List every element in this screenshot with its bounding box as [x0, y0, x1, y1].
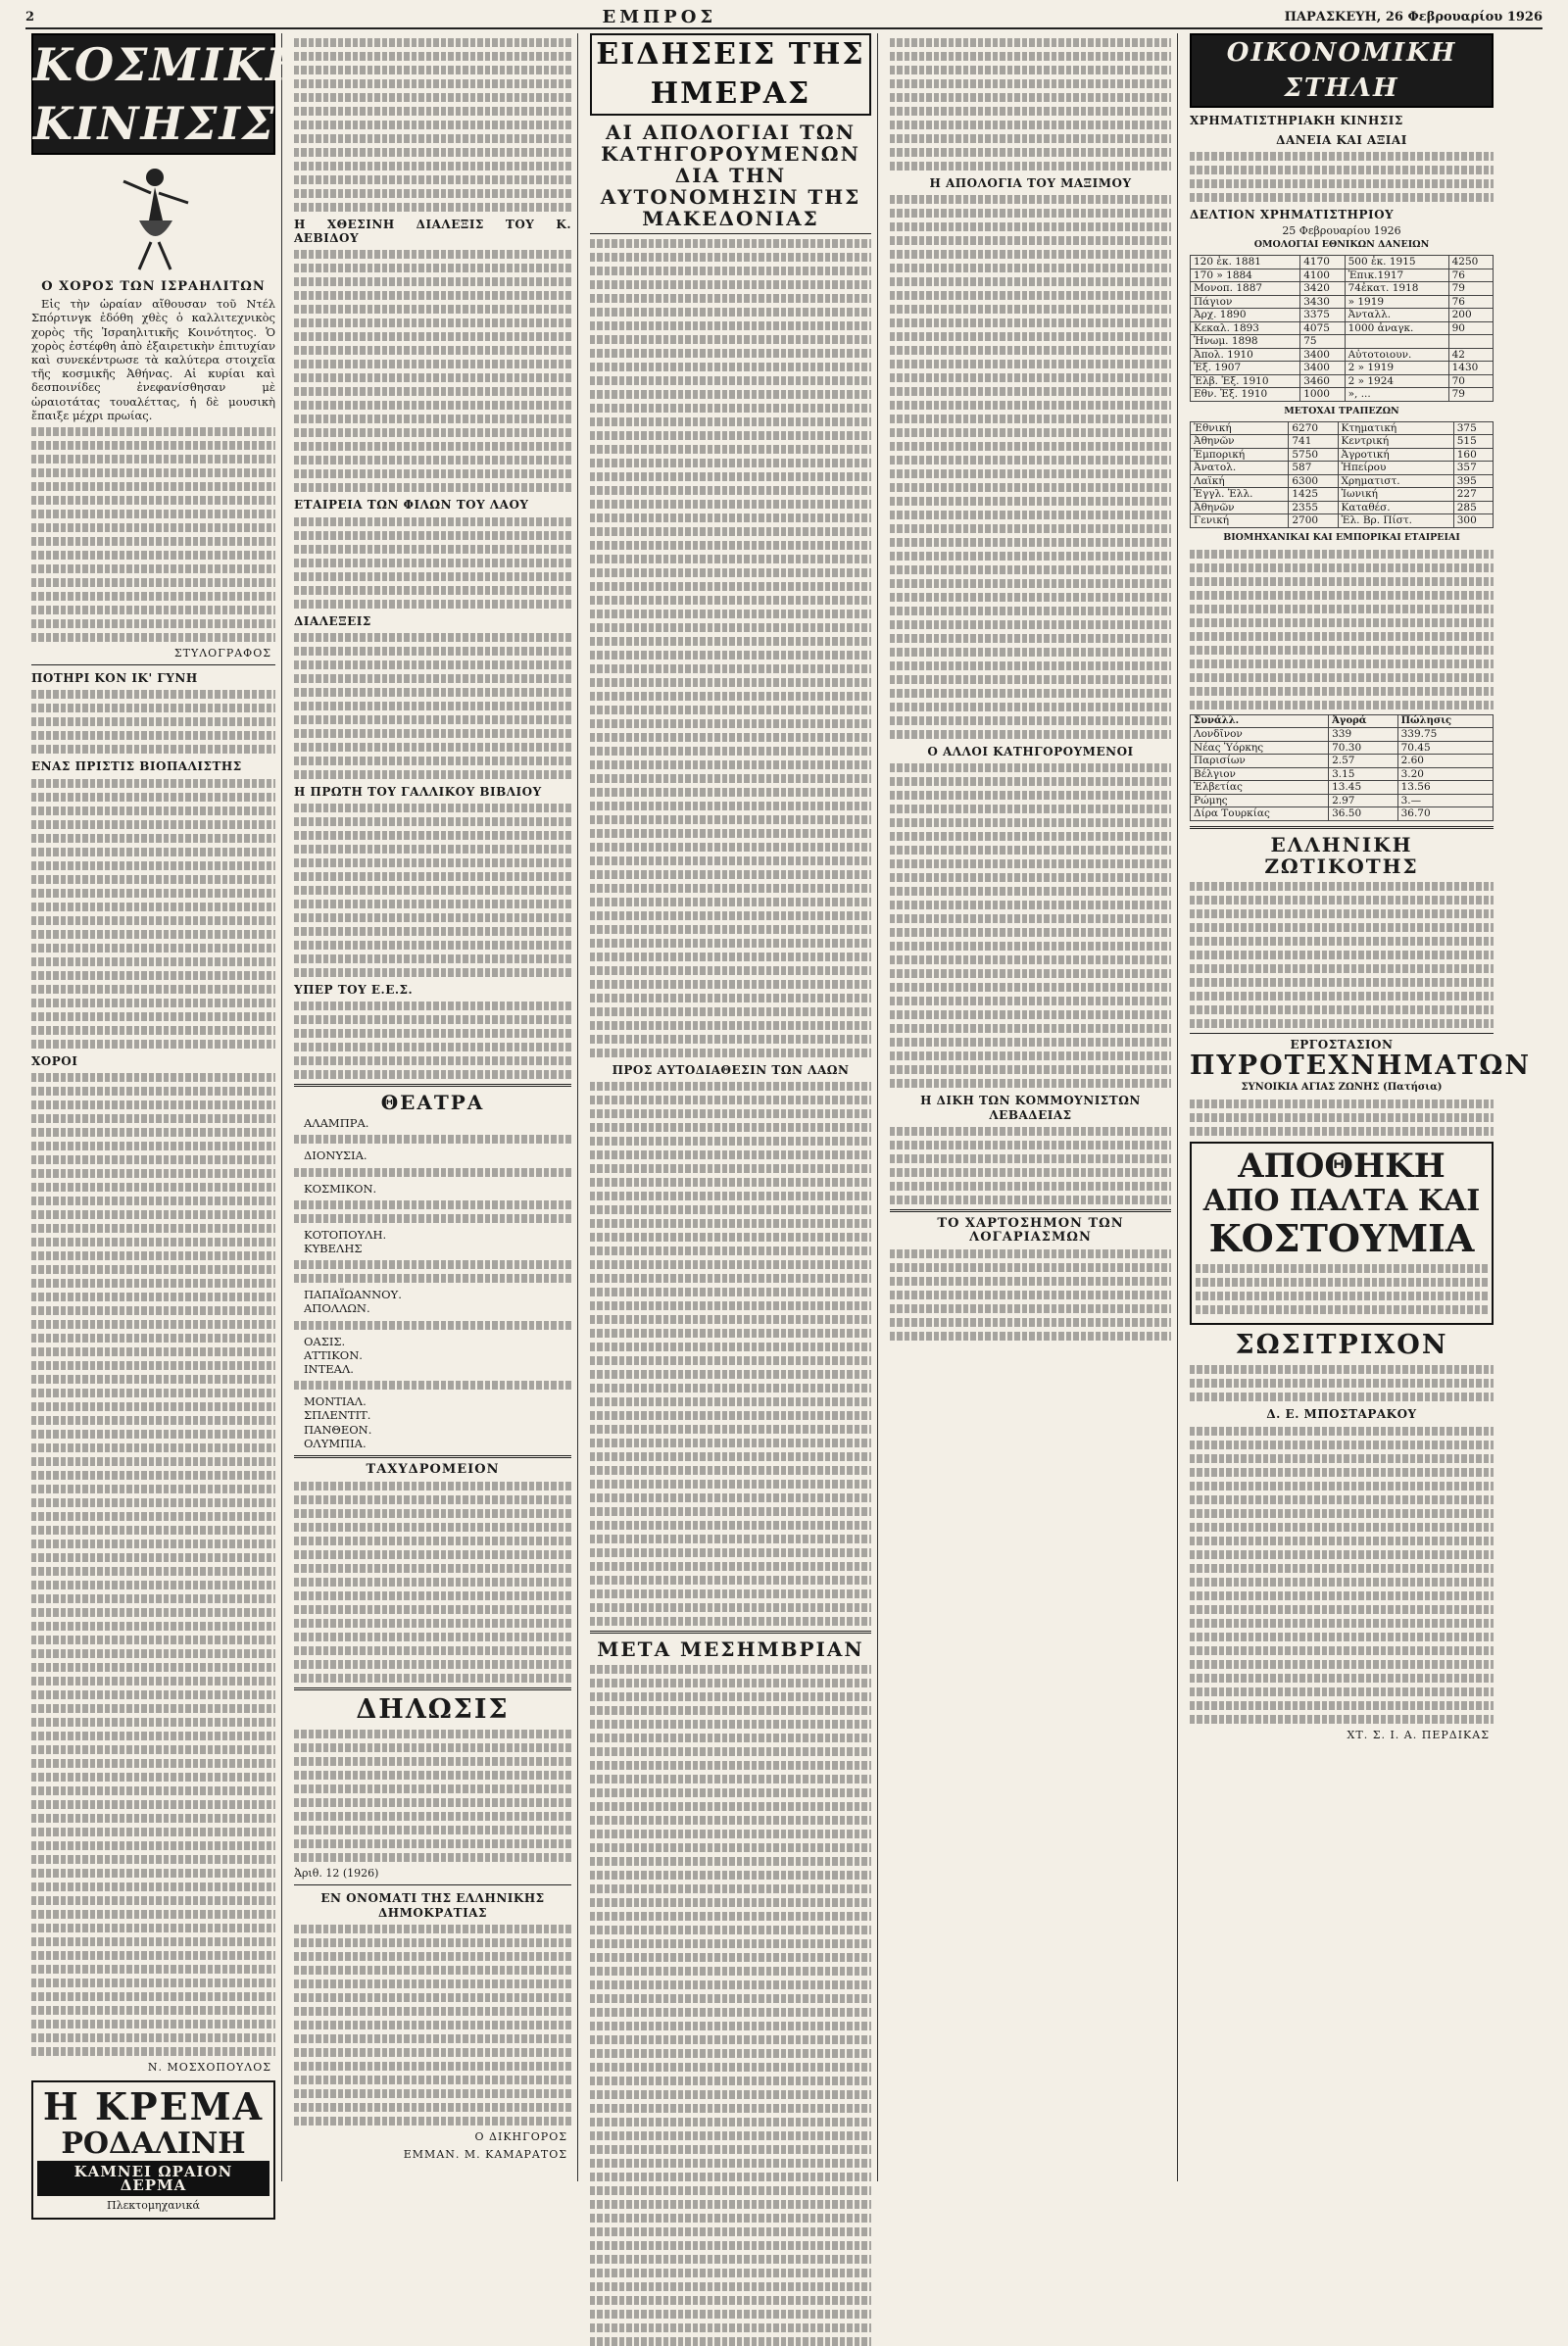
table-cell: Αὐτοτοιουν.	[1345, 348, 1448, 362]
table-cell: 6300	[1289, 474, 1338, 488]
table-cell: 160	[1453, 448, 1493, 462]
ad-line: ΑΠΟ ΠΑΛΤΑ ΚΑΙ	[1202, 1184, 1481, 1219]
table-cell: 515	[1453, 435, 1493, 449]
table-cell: 339	[1329, 728, 1398, 742]
declarations-heading: ΔΗΛΩΣΙΣ	[356, 1694, 510, 1726]
table-cell: 500 ἐκ. 1915	[1345, 256, 1448, 269]
notice-signature: ΕΜΜΑΝ. Μ. ΚΑΜΑΡΑΤΟΣ	[403, 2148, 567, 2162]
table-cell: 1000	[1300, 388, 1345, 402]
table-row	[1191, 462, 1494, 475]
ad-line: ΚΟΣΤΟΥΜΙΑ	[1208, 1216, 1475, 1261]
paper-name: ΕΜΠΡΟΣ	[602, 6, 717, 27]
column-events	[288, 33, 578, 2181]
theater-item: ΟΑΣΙΣ.	[304, 1334, 346, 1348]
article-title: ΕΤΑΙΡΕΙΑ ΤΩΝ ΦΙΛΩΝ ΤΟΥ ΛΑΟΥ	[294, 498, 529, 513]
article-title: ΠΟΤΗΡΙ ΚΟΝ ΙΚ' ΓΥΝΗ	[31, 671, 198, 686]
theater-item: ΠΑΝΘΕΟΝ.	[304, 1422, 372, 1437]
table-cell: Ἐθνική	[1191, 421, 1289, 435]
theater-item: ΟΛΥΜΠΙΑ.	[304, 1436, 367, 1450]
table-cell: Λαϊκή	[1191, 474, 1289, 488]
article-title: Η ΑΠΟΛΟΓΙΑ ΤΟΥ ΜΑΞΙΜΟΥ	[929, 176, 1132, 190]
table-cell: 2355	[1289, 501, 1338, 514]
table-cell: 3460	[1300, 374, 1345, 388]
table-cell: 4075	[1300, 321, 1345, 335]
notice-signature: ΧΤ. Σ. Ι. Α. ΠΕΡΔΙΚΑΣ	[1347, 1728, 1490, 1741]
table-row	[1191, 282, 1494, 296]
table-cell: Ἀγροτική	[1338, 448, 1453, 462]
ad-line: ΑΠΟΘΗΚΗ	[1238, 1147, 1446, 1187]
theaters-heading: ΘΕΑΤΡΑ	[380, 1091, 485, 1115]
table-cell: 120 ἐκ. 1881	[1191, 256, 1300, 269]
column-header: Ἀγορά	[1329, 714, 1398, 728]
theater-item: ΚΥΒΕΛΗΣ	[304, 1242, 363, 1256]
table-cell: 170 » 1884	[1191, 269, 1300, 282]
theater-item: ΔΙΟΝΥΣΙΑ.	[304, 1149, 368, 1163]
table-cell: 3.20	[1397, 767, 1493, 781]
society-banner: ΚΟΣΜΙΚΗ ΚΙΝΗΣΙΣ	[31, 33, 275, 155]
table-cell: 2.57	[1329, 755, 1398, 768]
table-cell: Ἀρχ. 1890	[1191, 309, 1300, 322]
currency-table	[1190, 714, 1494, 821]
column-society	[25, 33, 311, 2213]
table-cell: Μονοπ. 1887	[1191, 282, 1300, 296]
table-cell: Ἐγγλ. Ἐλλ.	[1191, 488, 1289, 502]
table-cell: Βέλγιον	[1191, 767, 1329, 781]
table-cell: 36.70	[1397, 807, 1493, 821]
table-cell: 76	[1448, 269, 1493, 282]
ad-footer: Πλεκτομηχανικά	[107, 2199, 200, 2213]
table-cell: 4170	[1300, 256, 1345, 269]
table-row	[1191, 321, 1494, 335]
table-cell: 285	[1453, 501, 1493, 514]
table-row	[1191, 362, 1494, 375]
bulletin-date: 25 Φεβρουαρίου 1926	[1282, 223, 1401, 237]
column-header: Συνάλλ.	[1191, 714, 1329, 728]
table-row	[1191, 269, 1494, 282]
table-cell	[1345, 335, 1448, 349]
page-number: 2	[25, 9, 35, 24]
table-cell: 3400	[1300, 362, 1345, 375]
table-cell: 13.45	[1329, 781, 1398, 795]
table-row	[1191, 295, 1494, 309]
table-caption: ΟΜΟΛΟΓΙΑΙ ΕΘΝΙΚΩΝ ΔΑΝΕΙΩΝ	[1253, 238, 1430, 250]
table-cell: Ἐξ. 1907	[1191, 362, 1300, 375]
table-cell: 70	[1448, 374, 1493, 388]
post-office-heading: ΤΑΧΥΔΡΟΜΕΙΟΝ	[366, 1462, 500, 1478]
notice-reference: Ἀριθ. 12 (1926)	[294, 1867, 379, 1881]
table-cell: 79	[1448, 388, 1493, 402]
table-cell: Παρισίων	[1191, 755, 1329, 768]
loans-table	[1190, 255, 1494, 402]
ad-title: ΠΥΡΟΤΕΧΝΗΜΑΤΩΝ	[1190, 1051, 1532, 1082]
table-cell: Καταθέσ.	[1338, 501, 1453, 514]
bulletin-title: ΔΕΛΤΙΟΝ ΧΡΗΜΑΤΙΣΤΗΡΙΟΥ	[1190, 208, 1395, 222]
column-economy	[1184, 33, 1532, 2181]
table-row	[1191, 374, 1494, 388]
table-cell: 3.—	[1397, 794, 1493, 807]
theater-item: ΑΛΑΜΠΡΑ.	[304, 1116, 369, 1131]
table-row	[1191, 755, 1494, 768]
table-cell: Νέας Ὑόρκης	[1191, 741, 1329, 755]
theater-item: ΑΠΟΛΛΩΝ.	[304, 1301, 370, 1316]
ad-title: ΣΩΣΙΤΡΙΧΟΝ	[1235, 1330, 1448, 1361]
table-cell: 339.75	[1397, 728, 1493, 742]
table-row	[1191, 421, 1494, 435]
dancer-icon	[31, 161, 275, 276]
article-title: Ο ΑΛΛΟΙ ΚΑΤΗΓΟΡΟΥΜΕΝΟΙ	[927, 745, 1134, 759]
table-row	[1191, 741, 1494, 755]
table-cell: Κτηματική	[1338, 421, 1453, 435]
clothing-advertisement	[1190, 1142, 1494, 1325]
table-cell: Ἠπείρου	[1338, 462, 1453, 475]
column-news-2	[884, 33, 1178, 2181]
table-row	[1191, 794, 1494, 807]
table-row	[1191, 348, 1494, 362]
table-cell: 741	[1289, 435, 1338, 449]
theater-item: ΜΟΝΤΙΑΛ.	[304, 1394, 367, 1409]
table-cell: Πάγιον	[1191, 295, 1300, 309]
notice-signature: Ο ΔΙΚΗΓΟΡΟΣ	[474, 2129, 567, 2143]
table-cell: 42	[1448, 348, 1493, 362]
column-news	[584, 33, 878, 2181]
economy-banner: ΟΙΚΟΝΟΜΙΚΗ ΣΤΗΛΗ	[1190, 33, 1494, 108]
theater-item: ΑΤΤΙΚΟΝ.	[304, 1347, 363, 1362]
article-title: Η ΔΙΚΗ ΤΩΝ ΚΟΜΜΟΥΝΙΣΤΩΝ ΛΕΒΑΔΕΙΑΣ	[920, 1094, 1141, 1122]
table-row	[1191, 781, 1494, 795]
signature: ΣΤΥΛΟΓΡΑΦΟΣ	[173, 647, 271, 660]
table-row	[1191, 335, 1494, 349]
table-row	[1191, 435, 1494, 449]
text-lines	[31, 427, 275, 642]
table-cell: 2 » 1924	[1345, 374, 1448, 388]
table-cell: Ἑλβετίας	[1191, 781, 1329, 795]
table-cell: 587	[1289, 462, 1338, 475]
table-cell: 6270	[1289, 421, 1338, 435]
table-cell: », ...	[1345, 388, 1448, 402]
table-cell: 3420	[1300, 282, 1345, 296]
table-cell: 3400	[1300, 348, 1345, 362]
article-title: ΥΠΕΡ ΤΟΥ Ε.Ε.Σ.	[294, 983, 414, 998]
theaters-list	[294, 1116, 571, 1450]
table-row	[1191, 514, 1494, 528]
table-cell: 2.97	[1329, 794, 1398, 807]
ad-small-title: ΕΡΓΟΣΤΑΣΙΟΝ	[1290, 1037, 1394, 1051]
article-title: Η ΧΘΕΣΙΝΗ ΔΙΑΛΕΞΙΣ ΤΟΥ Κ. ΑΕΒΙΔΟΥ	[294, 218, 571, 246]
table-cell: Γενική	[1191, 514, 1289, 528]
table-cell: » 1919	[1345, 295, 1448, 309]
table-cell: Ἰωνική	[1338, 488, 1453, 502]
ad-name: Δ. Ε. ΜΠΟΣΤΑΡΑΚΟΥ	[1266, 1407, 1417, 1422]
table-cell: 13.56	[1397, 781, 1493, 795]
subheading: ΔΑΝΕΙΑ ΚΑΙ ΑΞΙΑΙ	[1276, 133, 1407, 148]
subheading: ΧΡΗΜΑΤΙΣΤΗΡΙΑΚΗ ΚΙΝΗΣΙΣ	[1190, 114, 1403, 127]
table-cell: 74ἐκατ. 1918	[1345, 282, 1448, 296]
table-cell: Ἀνατολ.	[1191, 462, 1289, 475]
article-title: ΕΝΑΣ ΠΡΙΣΤΙΣ ΒΙΟΠΑΛΙΣΤΗΣ	[31, 759, 242, 774]
table-cell: 1425	[1289, 488, 1338, 502]
table-cell: 70.30	[1329, 741, 1398, 755]
table-cell: Δίρα Τουρκίας	[1191, 807, 1329, 821]
table-cell: 375	[1453, 421, 1493, 435]
table-cell: 357	[1453, 462, 1493, 475]
table-cell: Ἀνταλλ.	[1345, 309, 1448, 322]
signature: Ν. ΜΟΣΧΟΠΟΥΛΟΣ	[147, 2060, 271, 2074]
table-cell: 395	[1453, 474, 1493, 488]
article-title: ΤΟ ΧΑΡΤΟΣΗΜΟΝ ΤΩΝ ΛΟΓΑΡΙΑΣΜΩΝ	[937, 1215, 1124, 1246]
theater-item: ΣΠΛΕΝΤΙΤ.	[304, 1408, 371, 1423]
table-row	[1191, 448, 1494, 462]
table-row	[1191, 728, 1494, 742]
table-cell: Κεντρική	[1338, 435, 1453, 449]
theater-item: ΚΟΣΜΙΚΟΝ.	[304, 1181, 377, 1196]
table-row	[1191, 388, 1494, 402]
table-row	[1191, 474, 1494, 488]
table-cell: 4250	[1448, 256, 1493, 269]
table-caption: ΒΙΟΜΗΧΑΝΙΚΑΙ ΚΑΙ ΕΜΠΟΡΙΚΑΙ ΕΤΑΙΡΕΙΑΙ	[1223, 531, 1460, 543]
ad-title: ΕΛΛΗΝΙΚΗ ΖΩΤΙΚΟΤΗΣ	[1264, 832, 1419, 878]
table-cell: 1000 ἀναγκ.	[1345, 321, 1448, 335]
table-row	[1191, 256, 1494, 269]
table-row	[1191, 807, 1494, 821]
table-cell: 227	[1453, 488, 1493, 502]
column-header: Πώλησις	[1397, 714, 1493, 728]
table-cell: 5750	[1289, 448, 1338, 462]
lead-headline: ΑΙ ΑΠΟΛΟΓΙΑΙ ΤΩΝ ΚΑΤΗΓΟΡΟΥΜΕΝΩΝ ΔΙΑ ΤΗΝ ΑΥΤΟΝΟΜΗΣΙΝ ΤΗΣ ΜΑΚΕΔΟΝΙΑΣ	[600, 121, 861, 230]
masthead	[25, 6, 1543, 29]
table-row	[1191, 488, 1494, 502]
table-cell: Ἀθηνῶν	[1191, 435, 1289, 449]
table-cell: 3430	[1300, 295, 1345, 309]
table-cell: 75	[1300, 335, 1345, 349]
subheading: ΜΕΤΑ ΜΕΣΗΜΒΡΙΑΝ	[597, 1637, 864, 1662]
ad-product-name: ΡΟΔΑΛΙΝΗ	[61, 2126, 246, 2162]
table-cell: 3.15	[1329, 767, 1398, 781]
article-body: Εἰς τὴν ὡραίαν αἴθουσαν τοῦ Ντέλ Σπόρτινγκ ἐδόθη χθὲς ὁ καλλιτεχνικὸς χορὸς τῆς Ἰσραηλιτικῆς Κοινότητος. Ὁ χορὸς ἐστέφθη ἀπὸ ἐξαιρετικὴν ἐπιτυχίαν καὶ συνεκέντρωσε τὰ καλύτερα στοιχεῖα τῆς κοσμικῆς Ἀθήνας. Αἱ κυρίαι καὶ δεσποινίδες ἐνεφανίσθησαν μὲ ὡραιοτάτας τουαλέττας, ἡ δὲ μουσικὴ ἔπαιξε μέχρι πρωίας.	[31, 297, 275, 422]
table-cell: 2 » 1919	[1345, 362, 1448, 375]
table-cell: 76	[1448, 295, 1493, 309]
theater-item: ΚΟΤΟΠΟΥΛΗ.	[304, 1227, 387, 1242]
table-cell: Ἐλβ. Ἐξ. 1910	[1191, 374, 1300, 388]
table-cell: 70.45	[1397, 741, 1493, 755]
table-cell: Ρώμης	[1191, 794, 1329, 807]
table-cell: 2700	[1289, 514, 1338, 528]
news-banner: ΕΙΔΗΣΕΙΣ ΤΗΣ ΗΜΕΡΑΣ	[590, 33, 871, 116]
table-cell: Κεκαλ. 1893	[1191, 321, 1300, 335]
table-cell: 200	[1448, 309, 1493, 322]
notice-heading: ΕΝ ΟΝΟΜΑΤΙ ΤΗΣ ΕΛΛΗΝΙΚΗΣ ΔΗΜΟΚΡΑΤΙΑΣ	[320, 1891, 545, 1920]
cream-advertisement	[31, 2080, 275, 2220]
date-line: ΠΑΡΑΣΚΕΥΗ, 26 Φεβρουαρίου 1926	[1284, 9, 1543, 24]
theater-item: ΠΑΠΑΪΩΑΝΝΟΥ.	[304, 1288, 402, 1302]
table-cell: Εθν. Ἐξ. 1910	[1191, 388, 1300, 402]
table-cell: 36.50	[1329, 807, 1398, 821]
ad-title: Η ΚΡΕΜΑ	[42, 2084, 265, 2129]
article-title: ΔΙΑΛΕΞΕΙΣ	[294, 613, 371, 628]
table-row	[1191, 767, 1494, 781]
table-row	[1191, 501, 1494, 514]
table-row	[1191, 309, 1494, 322]
table-cell: Ἀπολ. 1910	[1191, 348, 1300, 362]
table-cell: 3375	[1300, 309, 1345, 322]
ad-subtitle: ΣΥΝΟΙΚΙΑ ΑΓΙΑΣ ΖΩΝΗΣ (Πατήσια)	[1241, 1082, 1443, 1094]
table-cell: 1430	[1448, 362, 1493, 375]
table-cell: 4100	[1300, 269, 1345, 282]
theater-item: ΙΝΤΕΑΛ.	[304, 1362, 354, 1377]
banks-table	[1190, 421, 1494, 528]
table-cell: Ἐπικ.1917	[1345, 269, 1448, 282]
article-title: ΧΟΡΟΙ	[31, 1053, 78, 1068]
table-cell: Ἐλ. Βρ. Πίστ.	[1338, 514, 1453, 528]
table-cell: 79	[1448, 282, 1493, 296]
article-title: Η ΠΡΩΤΗ ΤΟΥ ΓΑΛΛΙΚΟΥ ΒΙΒΛΙΟΥ	[294, 784, 542, 799]
table-cell: Ἡνωμ. 1898	[1191, 335, 1300, 349]
table-cell: 90	[1448, 321, 1493, 335]
table-caption: ΜΕΤΟΧΑΙ ΤΡΑΠΕΖΩΝ	[1284, 405, 1399, 416]
table-cell: Χρηματιστ.	[1338, 474, 1453, 488]
subheading: ΠΡΟΣ ΑΥΤΟΔΙΑΘΕΣΙΝ ΤΩΝ ΛΑΩΝ	[612, 1063, 850, 1077]
table-cell: Ἀθηνῶν	[1191, 501, 1289, 514]
table-cell: Ἐμπορική	[1191, 448, 1289, 462]
table-cell: 2.60	[1397, 755, 1493, 768]
table-cell	[1448, 335, 1493, 349]
article-title: Ο ΧΟΡΟΣ ΤΩΝ ΙΣΡΑΗΛΙΤΩΝ	[41, 279, 266, 294]
table-cell: 300	[1453, 514, 1493, 528]
ad-slogan: ΚΑΜΝΕΙ ΩΡΑΙΟΝ ΔΕΡΜΑ	[37, 2161, 270, 2196]
table-cell: Λονδῖνον	[1191, 728, 1329, 742]
